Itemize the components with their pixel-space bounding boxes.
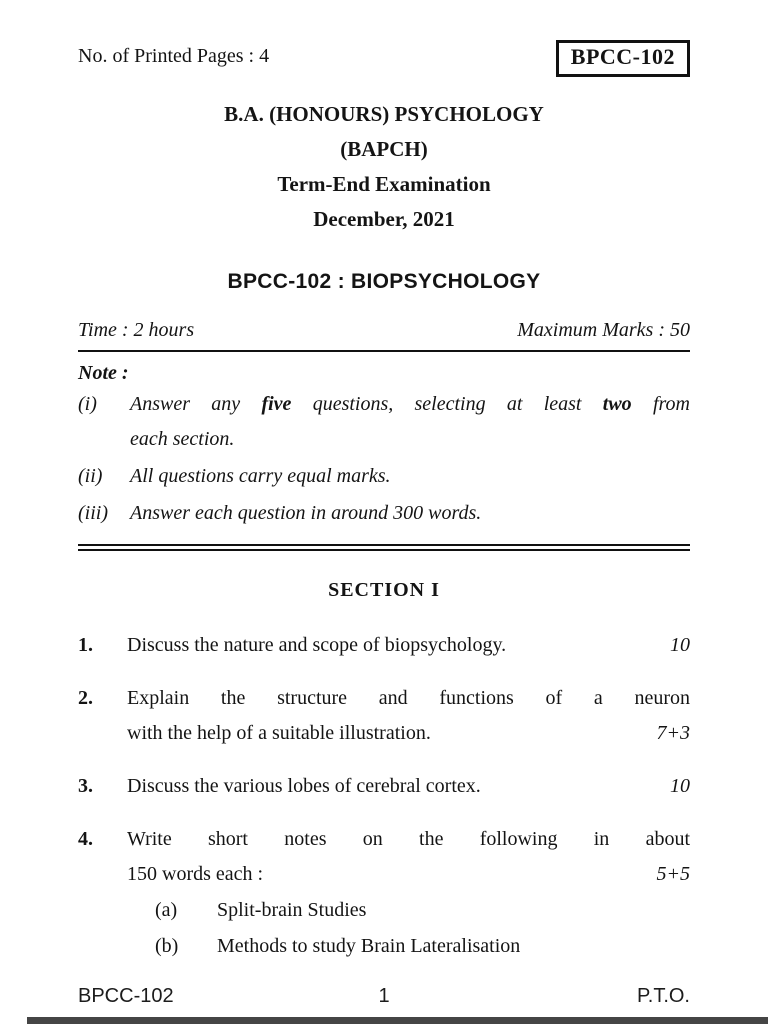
note-bold-word: five (261, 393, 292, 415)
subitem-text: Split-brain Studies (217, 899, 367, 921)
note-heading: Note : (78, 362, 129, 384)
question-text: with the help of a suitable illustration. (127, 722, 431, 744)
paper-code-badge (556, 40, 690, 77)
question-marks: 10 (670, 634, 690, 656)
maximum-marks: Maximum Marks : 50 (517, 319, 690, 341)
subitem-label: (a) (155, 899, 178, 921)
note-text-segment: Answer any (130, 393, 262, 415)
note-item-label: (ii) (78, 465, 103, 487)
page-footer (78, 985, 690, 1008)
question-4 (78, 822, 690, 964)
note-item-iii (78, 496, 690, 531)
meta-row (78, 319, 690, 342)
footer-page-number: 1 (378, 985, 390, 1007)
question-line (127, 857, 690, 892)
subitem-text: Methods to study Brain Lateralisation (217, 935, 521, 957)
note-item-label: (iii) (78, 502, 108, 524)
question-text: Explain the structure and functions of a neuron (127, 687, 690, 709)
section-title: SECTION I (328, 579, 440, 601)
question-marks: 7+3 (656, 722, 690, 744)
programme-code: (BAPCH) (340, 137, 428, 161)
programme-title: B.A. (HONOURS) PSYCHOLOGY (224, 102, 544, 126)
footer-pto: P.T.O. (637, 985, 690, 1007)
question-text: 150 words each : (127, 863, 264, 885)
note-item-i (78, 387, 690, 457)
question-line (127, 769, 690, 804)
note-item-line1 (130, 387, 690, 422)
question-marks: 10 (670, 775, 690, 797)
double-rule (78, 544, 690, 551)
question-2 (78, 681, 690, 751)
note-item-line2: each section. (130, 428, 235, 450)
question-line (127, 628, 690, 663)
note-text-segment: from (631, 393, 690, 415)
question-body (127, 681, 690, 751)
top-bar (78, 40, 690, 77)
note-item-text: Answer each question in around 300 words. (130, 502, 482, 524)
course-title: BPCC-102 : BIOPSYCHOLOGY (227, 270, 541, 293)
note-item-label: (i) (78, 393, 97, 415)
exam-type: Term-End Examination (277, 172, 491, 196)
question-text: Discuss the various lobes of cerebral cortex. (127, 775, 481, 797)
question-number: 4. (78, 828, 93, 850)
question-number: 2. (78, 687, 93, 709)
exam-header (78, 97, 690, 237)
question-subitem-a (155, 892, 690, 928)
question-body (127, 822, 690, 964)
question-body (127, 769, 690, 804)
question-1 (78, 628, 690, 663)
note-bold-word: two (602, 393, 632, 415)
note-item-body (130, 387, 690, 457)
question-subitem-b (155, 928, 690, 964)
scan-edge-bar (27, 1017, 768, 1024)
paper-code-text: BPCC-102 (570, 44, 675, 69)
note-item-text: All questions carry equal marks. (130, 465, 391, 487)
note-text-segment: questions, selecting at least (291, 393, 603, 415)
question-number: 1. (78, 634, 93, 656)
question-3 (78, 769, 690, 804)
question-text: Write short notes on the following in about (127, 828, 690, 850)
exam-date: December, 2021 (313, 207, 455, 231)
subitem-label: (b) (155, 935, 179, 957)
horizontal-rule (78, 350, 690, 352)
time-allowed: Time : 2 hours (78, 319, 195, 341)
question-marks: 5+5 (656, 863, 690, 885)
question-number: 3. (78, 775, 93, 797)
question-text: Discuss the nature and scope of biopsychology. (127, 634, 507, 656)
note-item-ii (78, 459, 690, 494)
footer-course-code: BPCC-102 (78, 985, 174, 1007)
question-line (127, 716, 690, 751)
question-body (127, 628, 690, 663)
printed-pages-label: No. of Printed Pages : 4 (78, 45, 270, 67)
